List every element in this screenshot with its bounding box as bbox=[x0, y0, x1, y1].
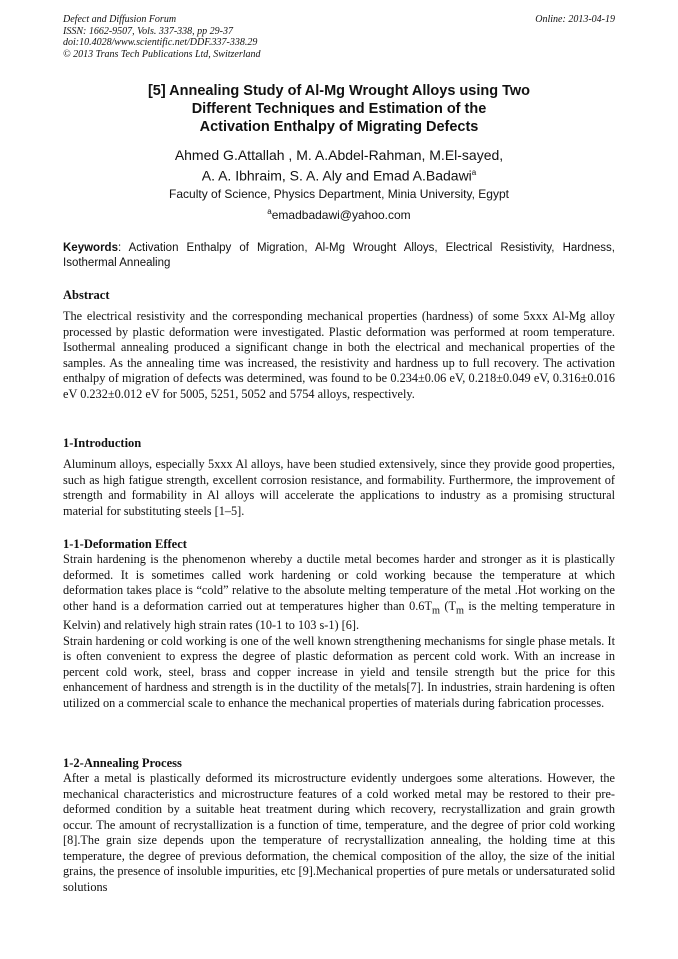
deformation-heading: 1-1-Deformation Effect bbox=[63, 537, 187, 551]
title-line-1: [5] Annealing Study of Al-Mg Wrought Alloys using Two bbox=[147, 83, 531, 99]
annealing-heading: 1-2-Annealing Process bbox=[63, 756, 182, 770]
title-line-3: Activation Enthalpy of Migrating Defects bbox=[199, 119, 479, 135]
copyright-line: © 2013 Trans Tech Publications Ltd, Switzerland bbox=[63, 48, 261, 60]
deformation-body bbox=[63, 552, 615, 711]
email-line bbox=[63, 207, 615, 222]
deformation-paragraph-2: Strain hardening or cold working is one of the well known strengthening mechanisms for single phase metals. It is often convenient to express the degree of plastic deformation as percent cold work. With an increase in percent cold work, steel, brass and copper increase in yield and tensile strength but the price for this enhancement of hardness and strength is in the ductility of the metals[7]. In industries, strain hardening is often utilized on a commercial scale to enhance the mechanical properties of materials during fabrication processes. bbox=[63, 633, 615, 710]
journal-header bbox=[63, 14, 261, 60]
author-list bbox=[63, 146, 615, 185]
deformation-text-a: Strain hardening is the phenomenon whereby a ductile metal becomes harder and stronger as it is plastically deformed. It is sometimes called work hardening or cold working because the temperature at which deformation takes place is “cold” relative to the absolute melting temperature of the metal .Hot working on the other hand is a deformation carried out at temperatures higher than 0.6T bbox=[63, 552, 615, 613]
authors-line-2-text: A. A. Ibhraim, S. A. Aly and Emad A.Badawi bbox=[201, 167, 472, 184]
keywords bbox=[63, 241, 615, 270]
abstract-body: The electrical resistivity and the corresponding mechanical properties (hardness) of some 5xxx Al-Mg alloy processed by plastic deformation were investigated. Plastic deformation was performed at room temperature. Isothermal annealing produced a significant change in both the electrical and mechanical properties of the samples. As the annealing time was increased, the resistivity and hardness up to full recovery. The activation enthalpy of migration of defects was determined, was found to be 0.234±0.06 eV, 0.218±0.049 eV, 0.316±0.016 eV 0.232±0.012 eV for 5005, 5251, 5052 and 5754 alloys, respectively. bbox=[63, 309, 615, 401]
paper-title bbox=[63, 82, 615, 136]
authors-line-2 bbox=[63, 164, 615, 185]
subscript-m-1: m bbox=[431, 604, 440, 616]
deformation-text-c: is the melting temperature in Kelvin) and relatively high strain rates (10-1 to 103 s-1) [6]. bbox=[63, 598, 616, 633]
introduction-body: Aluminum alloys, especially 5xxx Al alloys, have been studied extensively, since they provide good properties, such as high fatigue strength, excellent corrosion resistance, and formability. Furthermore, the improvement of strength and formability in Al alloys will accelerate the applications to industry as a promising structural material for substituting steels [1–5]. bbox=[63, 457, 615, 518]
keywords-text: : Activation Enthalpy of Migration, Al-Mg Wrought Alloys, Electrical Resistivity, Hardness, Isothermal Annealing bbox=[63, 242, 615, 269]
deformation-paragraph-1 bbox=[63, 552, 615, 634]
doi-line: doi:10.4028/www.scientific.net/DDF.337-338.29 bbox=[63, 37, 258, 48]
affiliation: Faculty of Science, Physics Department, Minia University, Egypt bbox=[169, 187, 509, 201]
authors-line-1: Ahmed G.Attallah , M. A.Abdel-Rahman, M.El-sayed, bbox=[174, 147, 504, 163]
title-line-2: Different Techniques and Estimation of the bbox=[191, 101, 487, 117]
email-address: emadbadawi@yahoo.com bbox=[271, 208, 411, 222]
issn-line: ISSN: 1662-9507, Vols. 337-338, pp 29-37 bbox=[63, 25, 233, 37]
online-date: Online: 2013-04-19 bbox=[535, 14, 615, 25]
author-superscript: a bbox=[471, 168, 477, 177]
introduction-heading: 1-Introduction bbox=[63, 436, 142, 450]
annealing-body: After a metal is plastically deformed its microstructure evidently undergoes some alterations. However, the mechanical characteristics and microstructure features of a cold worked metal may be restored to their pre-deformed condition by a suitable heat treatment during which recovery, recrystallization and grain growth occur. The amount of recrystallization is a function of time, temperature, and the degree of prior cold working [8].The grain size depends upon the temperature of recrystallization annealing, the holding time at this temperature, the degree of previous deformation, the chemical composition of the alloy, the size of the initial grains, the presence of insoluble impurities, etc [9].Mechanical properties of pure metals or undersaturated solid solutions bbox=[63, 771, 615, 894]
subscript-m-2: m bbox=[455, 604, 464, 616]
keywords-label: Keywords bbox=[63, 242, 118, 254]
email-superscript: a bbox=[267, 207, 272, 216]
journal-name: Defect and Diffusion Forum bbox=[63, 14, 177, 25]
deformation-text-b: (T bbox=[439, 598, 456, 613]
abstract-heading: Abstract bbox=[63, 288, 110, 302]
